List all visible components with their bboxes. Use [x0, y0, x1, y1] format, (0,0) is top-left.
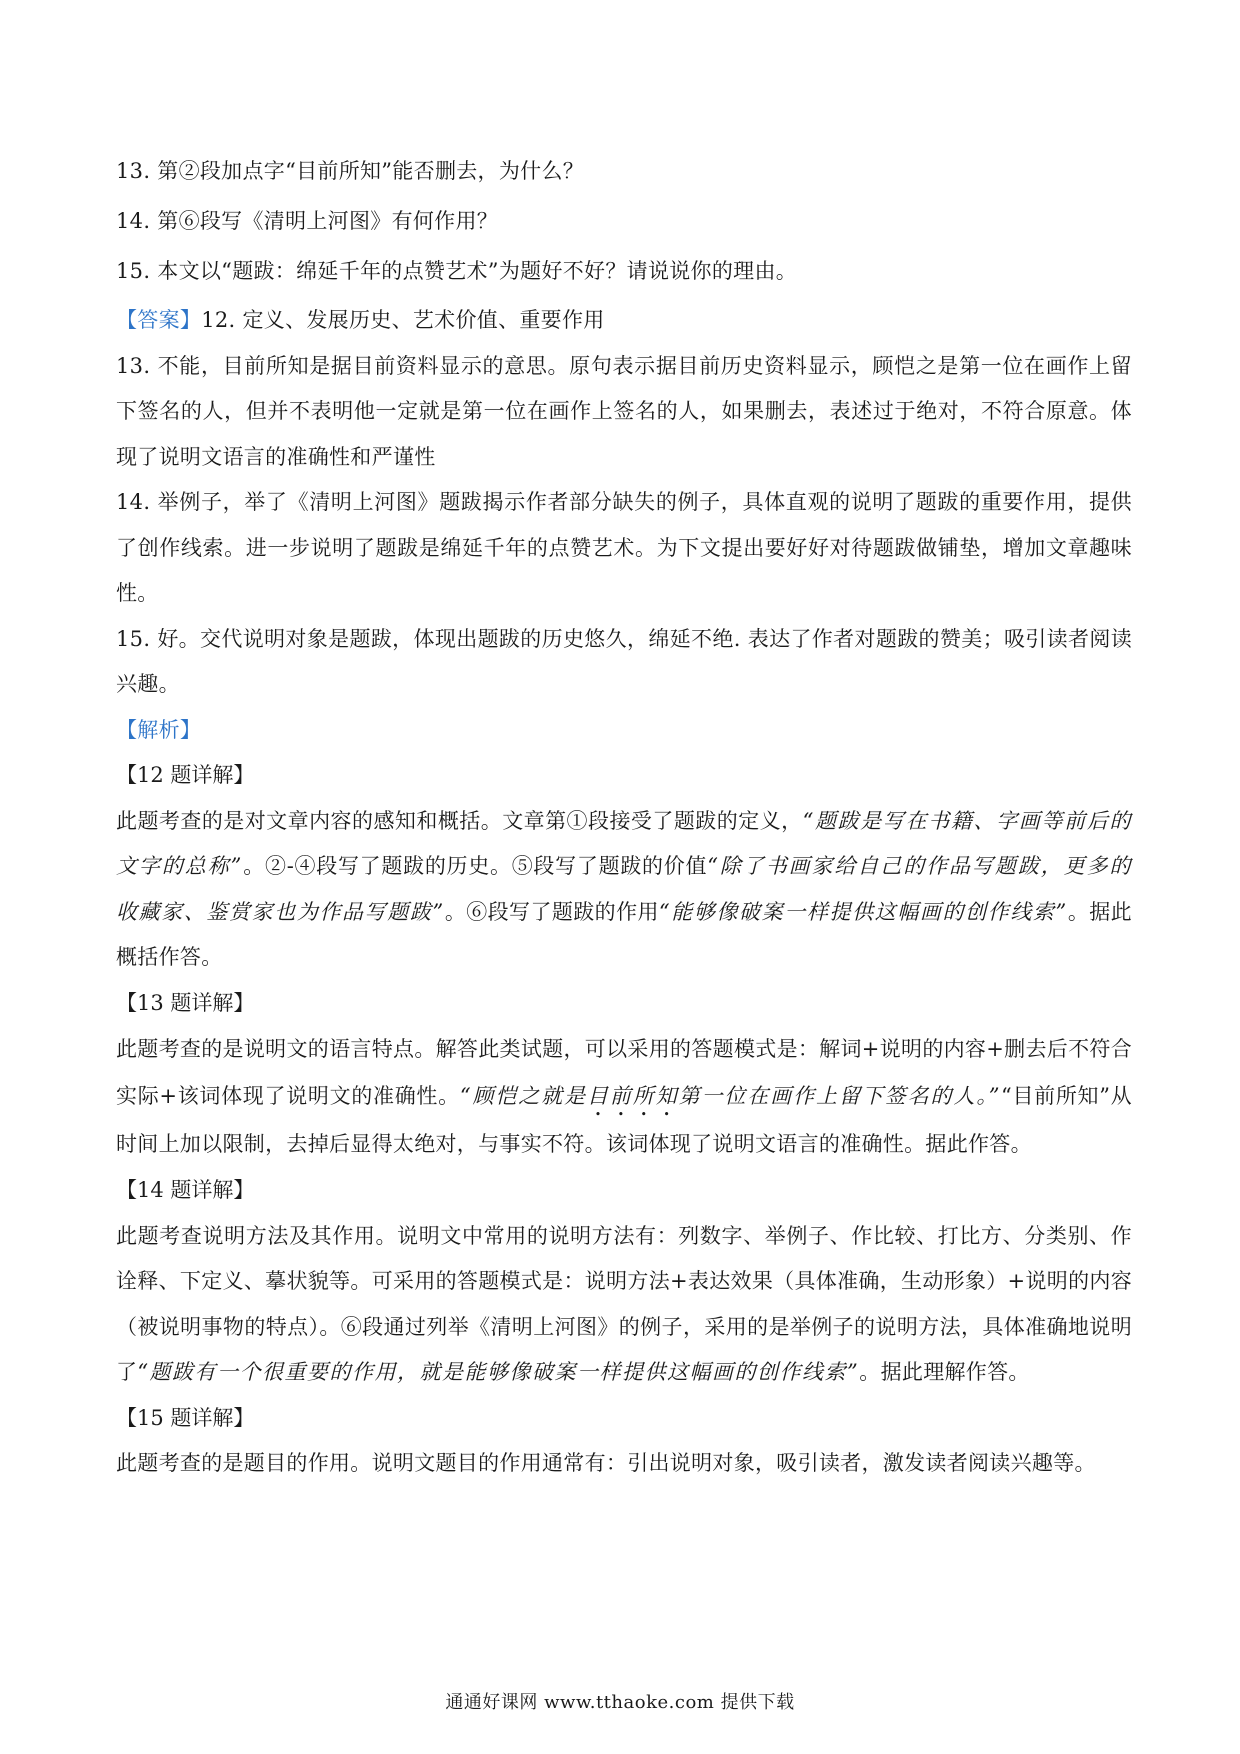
analysis-13-quote — [460, 1084, 1001, 1108]
analysis-15: 此题考查的是题目的作用。说明文题目的作用通常有：引出说明对象，吸引读者，激发读者阅读兴趣等。 — [116, 1451, 1096, 1475]
analysis-14-part-a: 此题考查说明方法及其作用。说明文中常用的说明方法有：列数字、举例子、作比较、打比方、分类别、作诠释、下定义、摹状貌等。可采用的答题模式是：说明方法+表达效果（具体准确，生动形象）+说明的内容（被说明事物的特点）。⑥段通过列举《清明上河图》的例子，采用的是举例子的说明方法，具体准确地说明了 — [116, 1223, 1132, 1384]
analysis-14 — [116, 1214, 1132, 1396]
answer-13: 13. 不能，目前所知是据目前资料显示的意思。原句表示据目前历史资料显示，顾恺之是第一位在画作上留下签名的人，但并不表明他一定就是第一位在画作上签名的人，如果删去，表述过于绝对，不符合原意。体现了说明文语言的准确性和严谨性 — [116, 353, 1132, 469]
analysis-12 — [116, 799, 1132, 981]
heading-13: 【13 题详解】 — [116, 990, 255, 1015]
analysis-12-quote-3: “能够像破案一样提供这幅画的创作线索” — [658, 899, 1068, 924]
page-content — [116, 156, 1132, 1487]
question-15: 15. 本文以“题跋：绵延千年的点赞艺术”为题好不好？请说说你的理由。 — [116, 259, 798, 283]
answer-14: 14. 举例子，举了《清明上河图》题跋揭示作者部分缺失的例子，具体直观的说明了题跋的重要作用，提供了创作线索。进一步说明了题跋是绵延千年的点赞艺术。为下文提出要好好对待题跋做铺垫，增加文章趣味性。 — [116, 490, 1132, 605]
analysis-12-part-b: 。②-④段写了题跋的历史。⑤段写了题跋的价值 — [242, 854, 708, 878]
question-13: 13. 第②段加点字“目前所知”能否删去，为什么？ — [116, 159, 585, 183]
analysis-13-quote-post: 第一位在画作上留下签名的人。” — [678, 1084, 1001, 1108]
answer-15: 15. 好。交代说明对象是题跋，体现出题跋的历史悠久，绵延不绝. 表达了作者对题跋的赞美；吸引读者阅读兴趣。 — [116, 626, 1132, 696]
heading-15: 【15 题详解】 — [116, 1405, 255, 1430]
question-14: 14. 第⑥段写《清明上河图》有何作用？ — [116, 209, 499, 233]
analysis-13-quote-pre: “顾恺之就是 — [459, 1084, 587, 1108]
answer-tag: 【答案】 — [116, 308, 202, 332]
analysis-13-part-a: 此题考查的是说明文的语言特点。解答此类试题，可以采用的答题模式是：解词+说明的内容+删去后不符合实际+该词体现了说明文的准确性。 — [116, 1037, 1132, 1108]
analysis-13-quote-dotted: 目前所知 — [587, 1084, 679, 1108]
analysis-13-part-b: “目前所知”从时间上加以限制，去掉后显得太绝对，与事实不符。该词体现了说明文语言的准确性。据此作答。 — [116, 1084, 1132, 1156]
analysis-13 — [116, 1026, 1132, 1168]
heading-14: 【14 题详解】 — [116, 1178, 255, 1202]
analysis-tag: 【解析】 — [116, 717, 202, 742]
analysis-12-part-c: 。⑥段写了题跋的作用 — [444, 899, 659, 924]
analysis-12-quote-2: “除了书画家给自己的作品写题跋，更多的收藏家、鉴赏家也为作品写题跋” — [116, 854, 1132, 924]
analysis-12-quote-1: “题跋是写在书籍、字画等前后的文字的总称” — [116, 808, 1132, 878]
analysis-14-quote: “题跋有一个很重要的作用，就是能够像破案一样提供这幅画的创作线索” — [137, 1360, 860, 1384]
page-footer: 通通好课网 www.tthaoke.com 提供下载 — [445, 1692, 795, 1713]
analysis-12-part-a: 此题考查的是对文章内容的感知和概括。文章第①段接受了题跋的定义， — [116, 808, 803, 833]
answer-12-text: 12. 定义、发展历史、艺术价值、重要作用 — [201, 308, 605, 332]
analysis-14-part-b: 。据此理解作答。 — [859, 1360, 1030, 1384]
heading-12: 【12 题详解】 — [116, 763, 255, 787]
analysis-12-part-d: 。据此概括作答。 — [116, 899, 1132, 969]
answer-12 — [116, 298, 1132, 344]
